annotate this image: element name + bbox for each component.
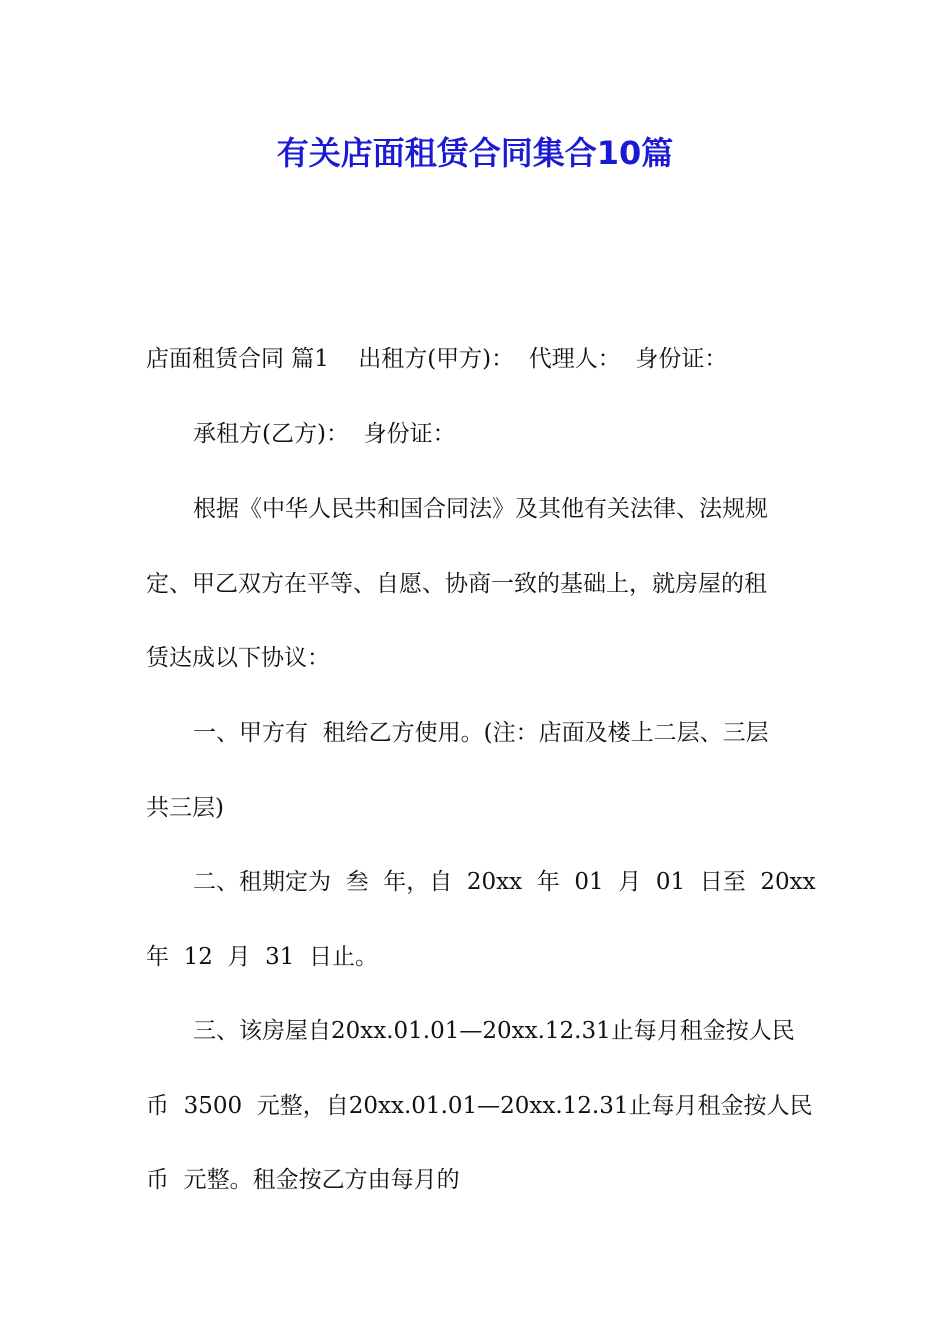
clause-two-line: 二、租期定为 叁 年，自 20xx 年 01 月 01 日至 20xx bbox=[193, 869, 816, 895]
clause-two-line: 年 12 月 31 日止。 bbox=[146, 944, 379, 970]
clause-three-line: 币 3500 元整，自20xx.01.01—20xx.12.31止每月租金按人民 bbox=[146, 1093, 813, 1119]
paragraph-line: 根据《中华人民共和国合同法》及其他有关法律、法规规 bbox=[193, 496, 768, 522]
lessee-line: 承租方(乙方)： 身份证： bbox=[193, 421, 456, 447]
contract-parties-line: 店面租赁合同 篇1 出租方(甲方)： 代理人： 身份证： bbox=[146, 346, 728, 372]
clause-three-line: 币 元整。租金按乙方由每月的 bbox=[146, 1167, 460, 1193]
clause-one-line: 共三层) bbox=[146, 795, 224, 821]
paragraph-line: 定、甲乙双方在平等、自愿、协商一致的基础上，就房屋的租 bbox=[146, 571, 767, 597]
page-title: 有关店面租赁合同集合10篇 bbox=[276, 134, 674, 172]
clause-one-line: 一、甲方有 租给乙方使用。(注：店面及楼上二层、三层 bbox=[193, 720, 769, 746]
paragraph-line: 赁达成以下协议： bbox=[146, 645, 330, 671]
clause-three-line: 三、该房屋自20xx.01.01—20xx.12.31止每月租金按人民 bbox=[193, 1018, 795, 1044]
